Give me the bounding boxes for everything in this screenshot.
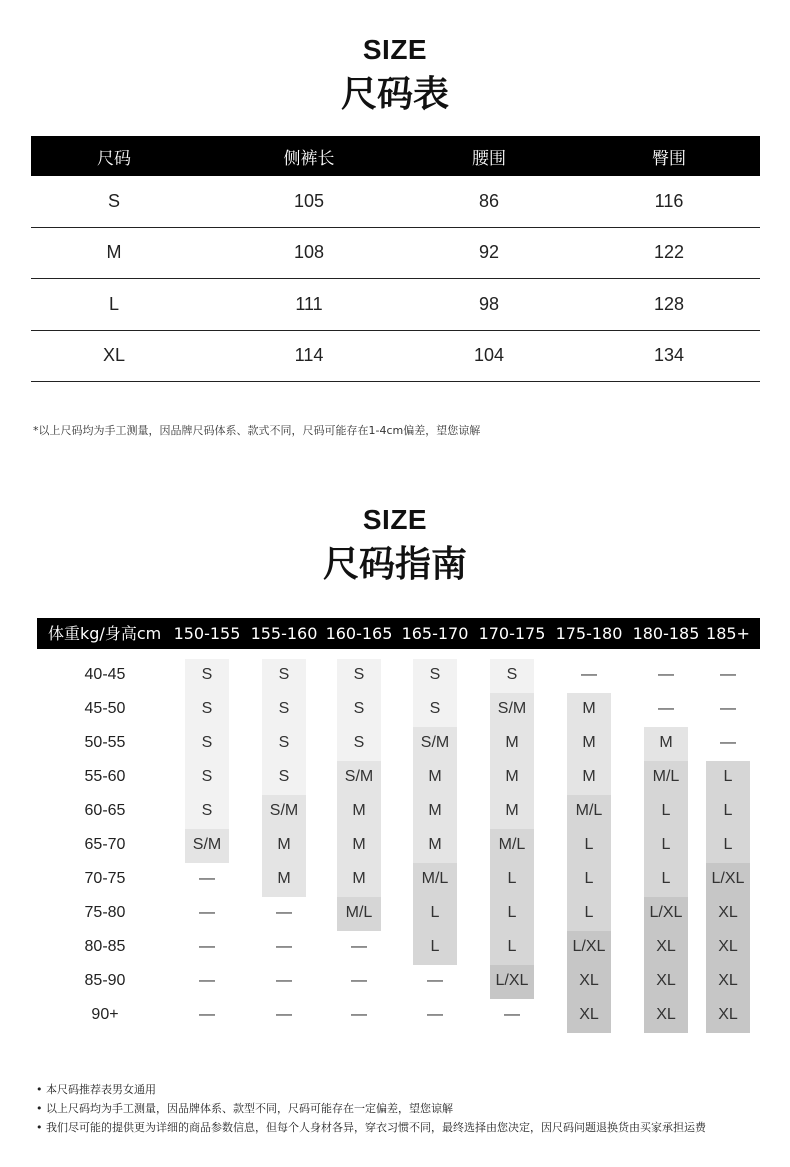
weight-row-label: 45-50 (84, 700, 126, 717)
size-cell: L (723, 802, 733, 819)
size-cell: M/L (575, 802, 603, 819)
size-cell: — (351, 972, 367, 989)
size-cell: L/XL (649, 904, 683, 921)
size-cell: XL (579, 1006, 599, 1023)
size-cell: M (505, 802, 519, 819)
size-cell: L (430, 904, 440, 921)
size-cell: — (199, 904, 215, 921)
size-cell: M (352, 870, 366, 887)
size-cell: S (201, 700, 213, 717)
weight-row-label: 90+ (91, 1006, 119, 1023)
size-cell: L (661, 870, 671, 887)
size-cell: S/M (344, 768, 374, 785)
weight-row-label: 60-65 (84, 802, 126, 819)
size-cell: — (720, 666, 736, 683)
cell-hip: 134 (653, 345, 685, 366)
size-cell: M (659, 734, 673, 751)
cell-side-length: 108 (293, 242, 325, 263)
header-size: 尺码 (97, 148, 131, 169)
size-cell: M/L (498, 836, 526, 853)
cell-size: XL (102, 345, 126, 366)
table-row (31, 176, 760, 228)
size-cell: L/XL (495, 972, 529, 989)
table-row (31, 279, 760, 331)
cell-side-length: 111 (295, 293, 323, 314)
size-cell: M (277, 870, 291, 887)
size-cell: L (584, 870, 594, 887)
size-cell: — (276, 938, 292, 955)
height-column-header: 185+ (706, 624, 750, 643)
size-cell: S (429, 666, 441, 683)
header-waist: 腰围 (472, 148, 506, 169)
weight-row-label: 80-85 (84, 938, 126, 955)
size-cell: XL (656, 938, 676, 955)
size-guide-title: 尺码指南 (322, 544, 467, 585)
weight-row-label: 55-60 (84, 768, 126, 785)
size-cell: XL (656, 1006, 676, 1023)
size-cell: M (582, 700, 596, 717)
size-cell: S (353, 666, 365, 683)
note-item: • 以上尺码均为手工测量，因品牌体系、款型不同，尺码可能存在一定偏差，望您谅解 (36, 1099, 706, 1118)
size-cell: S (278, 700, 290, 717)
size-cell: S (201, 666, 213, 683)
weight-row-label: 50-55 (84, 734, 126, 751)
size-cell: XL (579, 972, 599, 989)
cell-side-length: 114 (294, 345, 324, 366)
weight-row-label: 70-75 (84, 870, 126, 887)
size-cell: XL (718, 1006, 738, 1023)
size-cell: — (199, 938, 215, 955)
size-cell: L/XL (711, 870, 745, 887)
size-cell: S (278, 734, 290, 751)
height-column-header: 180-185 (632, 624, 700, 643)
size-cell: — (199, 1006, 215, 1023)
cell-waist: 86 (478, 190, 500, 211)
height-column-header: 165-170 (401, 624, 469, 643)
height-column-header: 155-160 (250, 624, 318, 643)
size-cell: L (661, 802, 671, 819)
size-table-header (31, 136, 760, 176)
size-cell: — (351, 1006, 367, 1023)
weight-row-label: 85-90 (84, 972, 126, 989)
cell-hip: 116 (654, 190, 684, 211)
size-cell: M (352, 802, 366, 819)
weight-row-label: 40-45 (84, 666, 126, 683)
table-row (31, 228, 760, 280)
size-cell: M (352, 836, 366, 853)
size-cell: XL (718, 904, 738, 921)
size-cell: M (582, 734, 596, 751)
size-cell: XL (656, 972, 676, 989)
size-cell: S (429, 700, 441, 717)
size-cell: L/XL (572, 938, 606, 955)
size-cell: — (581, 666, 597, 683)
size-cell: L (430, 938, 440, 955)
size-cell: M (277, 836, 291, 853)
size-cell: M/L (421, 870, 449, 887)
size-cell: M/L (345, 904, 373, 921)
cell-waist: 104 (473, 345, 505, 366)
size-cell: L (584, 904, 594, 921)
size-cell: S (201, 802, 213, 819)
size-cell: M (428, 836, 442, 853)
size-cell: — (427, 972, 443, 989)
note-item: • 我们尽可能的提供更为详细的商品参数信息，但每个人身材各异，穿衣习惯不同，最终选择由您决定，因尺码问题退换货由买家承担运费 (36, 1118, 706, 1137)
size-cell: S/M (269, 802, 299, 819)
size-cell: L (507, 904, 517, 921)
size-cell: M (582, 768, 596, 785)
size-cell: — (276, 1006, 292, 1023)
size-title-2: SIZE (362, 504, 428, 535)
cell-hip: 122 (653, 242, 685, 263)
size-cell: — (658, 666, 674, 683)
size-cell: — (658, 700, 674, 717)
cell-size: L (108, 293, 119, 314)
size-title-1: SIZE (362, 34, 428, 65)
weight-row-label: 75-80 (84, 904, 126, 921)
size-cell: S (201, 768, 213, 785)
size-cell: M (428, 768, 442, 785)
size-cell: — (720, 734, 736, 751)
height-column-header: 170-175 (478, 624, 546, 643)
size-cell: S (506, 666, 518, 683)
size-cell: — (199, 870, 215, 887)
note-item: • 本尺码推荐表男女通用 (36, 1080, 706, 1099)
size-cell: L (723, 768, 733, 785)
cell-side-length: 105 (293, 190, 325, 211)
size-cell: S (353, 734, 365, 751)
size-cell: — (276, 904, 292, 921)
size-cell: S/M (192, 836, 222, 853)
size-guide-notes (36, 1080, 706, 1137)
cell-waist: 92 (478, 242, 500, 263)
size-cell: L (661, 836, 671, 853)
size-guide-header (37, 618, 760, 649)
size-cell: S (278, 768, 290, 785)
size-cell: L (507, 938, 517, 955)
size-cell: — (720, 700, 736, 717)
size-cell: S/M (420, 734, 450, 751)
size-cell: XL (718, 938, 738, 955)
cell-size: M (106, 242, 122, 263)
size-cell: M (505, 768, 519, 785)
size-cell: XL (718, 972, 738, 989)
size-cell: M/L (652, 768, 680, 785)
size-cell: S (201, 734, 213, 751)
size-cell: S (278, 666, 290, 683)
header-side-length: 侧裤长 (283, 148, 335, 169)
size-table (31, 136, 760, 382)
height-column-header: 175-180 (555, 624, 623, 643)
cell-hip: 128 (653, 293, 685, 314)
size-chart-title: 尺码表 (340, 74, 449, 115)
header-hip: 臀围 (652, 148, 686, 169)
size-cell: M (428, 802, 442, 819)
size-cell: — (351, 938, 367, 955)
size-cell: S/M (497, 700, 527, 717)
table-row (31, 331, 760, 383)
weight-row-label: 65-70 (84, 836, 126, 853)
measurement-note: *以上尺码均为手工测量，因品牌尺码体系、款式不同，尺码可能存在1-4cm偏差，望您谅解 (33, 424, 481, 437)
size-cell: L (723, 836, 733, 853)
size-cell: S (353, 700, 365, 717)
size-cell: M (505, 734, 519, 751)
corner-label: 体重kg/身高cm (48, 624, 162, 643)
height-column-header: 160-165 (325, 624, 393, 643)
size-cell: — (504, 1006, 520, 1023)
size-cell: L (584, 836, 594, 853)
size-cell: — (199, 972, 215, 989)
cell-size: S (107, 190, 120, 211)
cell-waist: 98 (478, 293, 500, 314)
size-cell: — (427, 1006, 443, 1023)
size-cell: — (276, 972, 292, 989)
height-column-header: 150-155 (173, 624, 241, 643)
size-cell: L (507, 870, 517, 887)
